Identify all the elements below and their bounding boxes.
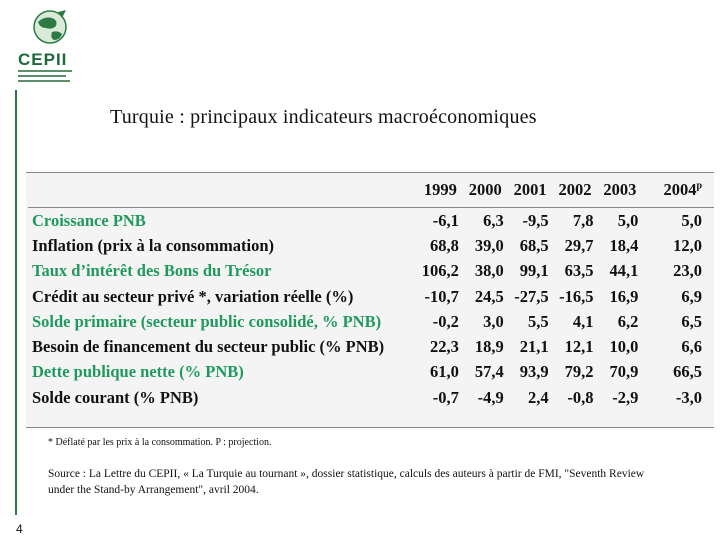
- row-label: Dette publique nette (% PNB): [32, 362, 244, 382]
- year-header: 2000: [468, 180, 502, 199]
- value-cell: 6,9: [681, 286, 702, 306]
- logo-wordmark: CEPII: [18, 50, 68, 69]
- source-note: Source : La Lettre du CEPII, « La Turquie au tournant », dossier statistique, calculs des auteurs à partir de FMI, "Seventh Review under the Stand-by Arrangement", avril 2004.: [48, 468, 645, 496]
- row-label: Croissance PNB: [32, 210, 146, 230]
- value-cell: -0,8: [567, 387, 594, 407]
- value-cell: 66,5: [673, 362, 702, 382]
- value-cell: 5,5: [527, 311, 549, 331]
- table-row: [28, 208, 714, 234]
- value-cell: -0,7: [432, 387, 459, 407]
- year-header: 2002: [558, 180, 592, 199]
- value-cell: 3,0: [483, 311, 504, 331]
- value-cell: 22,3: [430, 337, 459, 357]
- value-cell: -6,1: [432, 210, 459, 230]
- footnote: * Déflaté par les prix à la consommation. P : projection.: [48, 437, 272, 448]
- value-cell: -16,5: [559, 286, 594, 306]
- table-header-row: [28, 173, 714, 208]
- row-label: Taux d’intérêt des Bons du Trésor: [32, 261, 272, 281]
- globe-icon: [32, 8, 68, 46]
- value-cell: 106,2: [421, 261, 459, 281]
- value-cell: -2,9: [612, 387, 639, 407]
- value-cell: -27,5: [514, 286, 549, 306]
- value-cell: 63,5: [564, 261, 594, 281]
- table-row: [28, 233, 714, 258]
- value-cell: -4,9: [477, 387, 504, 407]
- value-cell: 18,4: [609, 235, 639, 255]
- value-cell: 79,2: [564, 362, 594, 382]
- row-label: Crédit au secteur privé *, variation réelle (%): [32, 286, 354, 306]
- row-label: Inflation (prix à la consommation): [32, 235, 275, 255]
- cepii-logo: [14, 8, 84, 88]
- value-cell: 24,5: [474, 286, 504, 306]
- value-cell: -3,0: [675, 387, 702, 407]
- table-row: [28, 284, 714, 309]
- value-cell: 70,9: [609, 362, 639, 382]
- value-cell: 39,0: [474, 235, 504, 255]
- value-cell: -10,7: [424, 286, 459, 306]
- value-cell: 16,9: [609, 286, 639, 306]
- value-cell: 68,5: [519, 235, 549, 255]
- page-number: 4: [16, 522, 23, 536]
- value-cell: 44,1: [609, 261, 639, 281]
- row-label: Solde courant (% PNB): [32, 387, 199, 407]
- year-header: 2001: [513, 180, 547, 199]
- projection-marker: p: [696, 180, 702, 192]
- value-cell: 23,0: [673, 261, 702, 281]
- table-row: [28, 259, 714, 284]
- value-cell: -9,5: [522, 210, 549, 230]
- year-header: 2004$^p$: [663, 180, 702, 199]
- value-cell: 6,2: [617, 311, 639, 331]
- value-cell: -0,2: [432, 311, 459, 331]
- value-cell: 93,9: [519, 362, 549, 382]
- value-cell: 12,0: [673, 235, 702, 255]
- value-cell: 2,4: [527, 387, 549, 407]
- page-title: Turquie : principaux indicateurs macroéconomiques: [110, 106, 537, 128]
- value-cell: 7,8: [572, 210, 594, 230]
- value-cell: 68,8: [430, 235, 459, 255]
- indicators-table: [26, 172, 714, 428]
- value-cell: 6,5: [681, 311, 702, 331]
- side-rule: [15, 90, 17, 515]
- value-cell: 4,1: [572, 311, 594, 331]
- value-cell: 6,6: [681, 337, 702, 357]
- value-cell: 61,0: [430, 362, 459, 382]
- header-label-cell: [28, 173, 414, 208]
- value-cell: 6,3: [483, 210, 504, 230]
- value-cell: 29,7: [564, 235, 594, 255]
- value-cell: 5,0: [681, 210, 702, 230]
- table-row: [28, 360, 714, 385]
- value-cell: 10,0: [609, 337, 639, 357]
- row-label: Besoin de financement du secteur public (% PNB): [32, 337, 385, 357]
- value-cell: 21,1: [519, 337, 549, 357]
- year-header: 1999: [423, 180, 457, 199]
- value-cell: 57,4: [474, 362, 504, 382]
- value-cell: 12,1: [564, 337, 594, 357]
- logo-subtitle-lines: [18, 70, 78, 85]
- row-label: Solde primaire (secteur public consolidé, % PNB): [32, 311, 382, 331]
- value-cell: 5,0: [617, 210, 639, 230]
- table-row: [28, 385, 714, 410]
- year-header: 2003: [603, 180, 637, 199]
- table-row: [28, 334, 714, 359]
- value-cell: 18,9: [474, 337, 504, 357]
- value-cell: 99,1: [519, 261, 549, 281]
- table-row: [28, 309, 714, 334]
- value-cell: 38,0: [474, 261, 504, 281]
